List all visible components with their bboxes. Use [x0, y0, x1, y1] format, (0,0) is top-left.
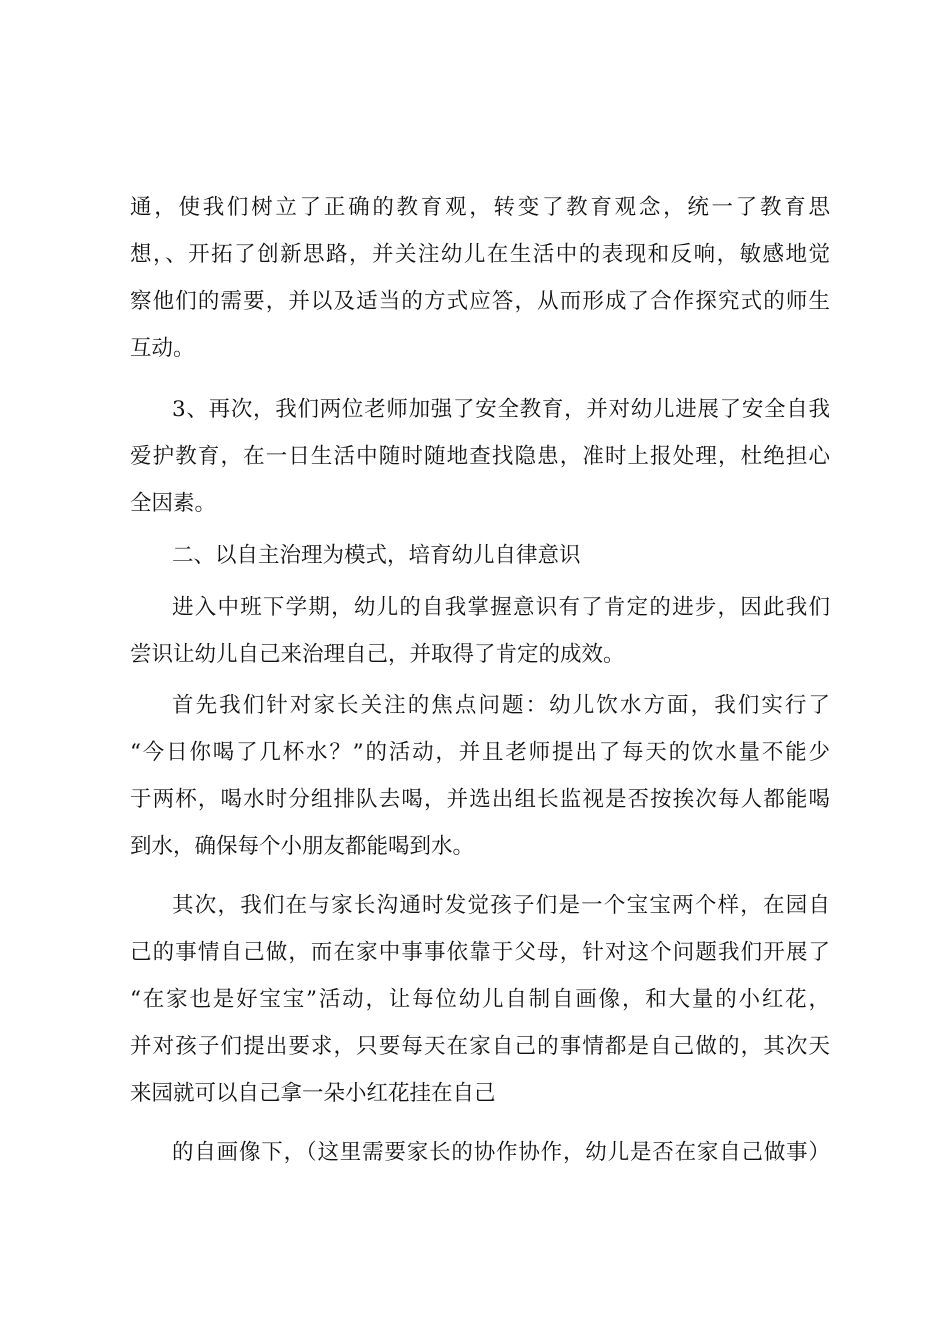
text-line-10: 尝识让幼儿自己来治理自己，并取得了肯定的成效。	[130, 642, 625, 667]
text-line-5: 3、再次，我们两位老师加强了安全教育，并对幼儿进展了安全自我	[172, 397, 830, 422]
text-line-2: 想，、开拓了创新思路，并关注幼儿在生活中的表现和反响，敏感地觉	[130, 242, 830, 267]
text-line-12: “今日你喝了几杯水？”的活动，并且老师提出了每天的饮水量不能少	[130, 740, 830, 765]
text-line-18: 并对孩子们提出要求，只要每天在家自己的事情都是自己做的，其次天	[130, 1034, 830, 1059]
text-line-11: 首先我们针对家长关注的焦点问题：幼儿饮水方面，我们实行了	[172, 693, 830, 718]
text-line-1: 通，使我们树立了正确的教育观，转变了教育观念，统一了教育思	[130, 195, 830, 220]
text-line-16: 己的事情自己做，而在家中事事依靠于父母，针对这个问题我们开展了	[130, 940, 830, 965]
section-heading: 二、以自主治理为模式，培育幼儿自律意识	[172, 543, 581, 568]
text-line-3: 察他们的需要，并以及适当的方式应答，从而形成了合作探究式的师生	[130, 289, 830, 314]
text-line-13: 于两杯，喝水时分组排队去喝，并选出组长监视是否按挨次每人都能喝	[130, 787, 830, 812]
text-line-7: 全因素。	[130, 491, 217, 516]
text-line-4: 互动。	[130, 336, 195, 361]
text-line-9: 进入中班下学期，幼儿的自我掌握意识有了肯定的进步，因此我们	[172, 595, 830, 620]
text-line-19: 来园就可以自己拿一朵小红花挂在自己	[130, 1081, 496, 1106]
text-line-6: 爱护教育，在一日生活中随时随地查找隐患，准时上报处理，杜绝担心	[130, 444, 830, 469]
text-line-14: 到水，确保每个小朋友都能喝到水。	[130, 834, 475, 859]
text-line-17: “在家也是好宝宝”活动，让每位幼儿自制自画像，和大量的小红花，	[130, 987, 830, 1012]
text-line-20: 的自画像下，（这里需要家长的协作协作，幼儿是否在家自己做事）	[172, 1140, 830, 1165]
text-line-15: 其次，我们在与家长沟通时发觉孩子们是一个宝宝两个样，在园自	[172, 893, 830, 918]
